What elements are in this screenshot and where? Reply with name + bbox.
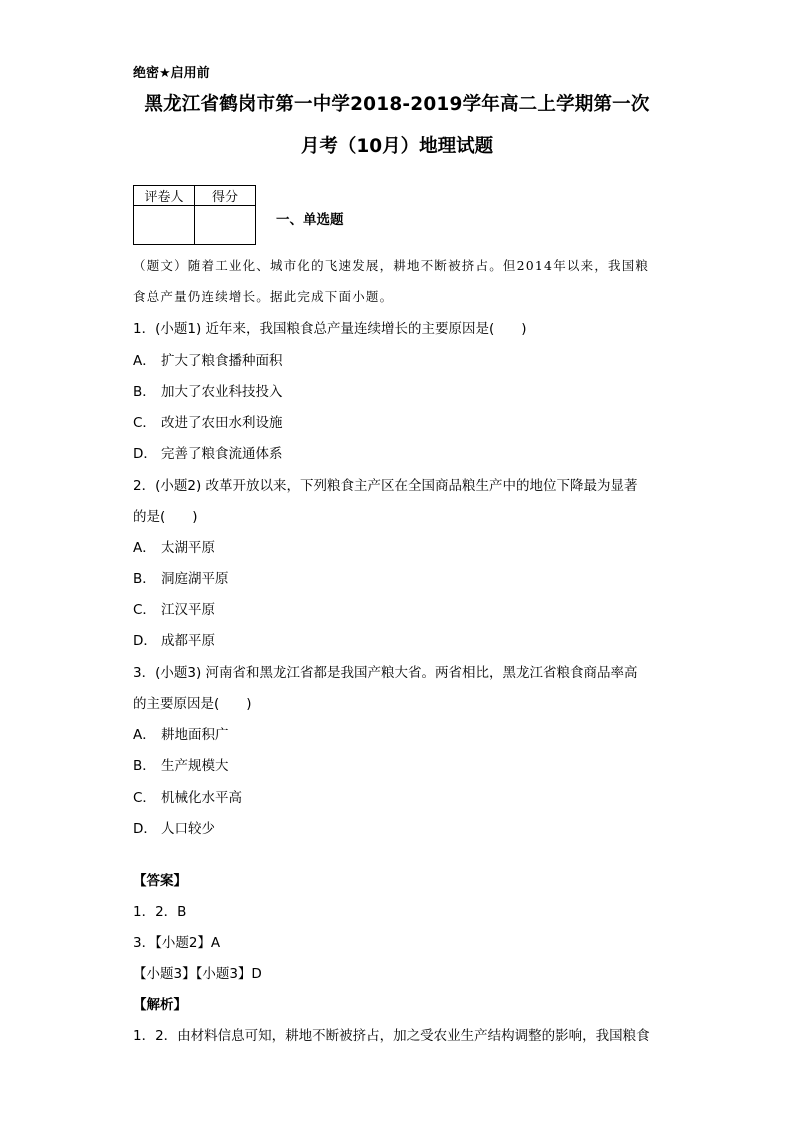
option-text: 人口较少: [161, 821, 215, 837]
option-text: 太湖平原: [161, 540, 215, 556]
question-2-option-c: [133, 598, 215, 618]
question-3-option-b: [133, 754, 229, 774]
option-letter: B．: [133, 384, 156, 400]
question-2-option-a: [133, 536, 215, 556]
option-letter: C．: [133, 790, 156, 806]
question-3-option-d: [133, 817, 215, 837]
option-letter: A．: [133, 353, 156, 369]
answer-line2: 3．【小题2】A: [133, 935, 221, 951]
question-2-option-b: [133, 567, 229, 587]
question-3-text-line2: 的主要原因是( ): [133, 696, 252, 712]
question-3-text-line1: 3．(小题3) 河南省和黑龙江省都是我国产粮大省。两省相比，黑龙江省粮食商品率高: [133, 665, 638, 681]
option-letter: A．: [133, 540, 156, 556]
question-1-option-d: [133, 442, 283, 462]
option-letter: B．: [133, 571, 156, 587]
answer-heading: 【答案】: [133, 873, 187, 889]
stem-line2: 食总产量仍连续增长。据此完成下面小题。: [133, 289, 394, 304]
option-text: 江汉平原: [161, 602, 215, 618]
option-letter: D．: [133, 446, 157, 462]
section-title: 一、单选题: [276, 212, 344, 228]
question-1-option-b: [133, 380, 283, 400]
secret-label: 绝密★启用前: [133, 66, 210, 81]
answer-line3: 【小题3】【小题3】D: [133, 966, 262, 982]
score-cell: [195, 206, 256, 245]
option-text: 改进了农田水利设施: [161, 415, 283, 431]
question-2-text-line1: 2．(小题2) 改革开放以来，下列粮食主产区在全国商品粮生产中的地位下降最为显著: [133, 478, 638, 494]
option-text: 完善了粮食流通体系: [161, 446, 283, 462]
grader-header: 评卷人: [134, 186, 195, 206]
option-letter: B．: [133, 758, 156, 774]
answer-line1: 1．2．B: [133, 904, 187, 920]
question-1-text: 1．(小题1) 近年来，我国粮食总产量连续增长的主要原因是( ): [133, 321, 527, 337]
option-text: 机械化水平高: [161, 790, 242, 806]
option-text: 成都平原: [161, 633, 215, 649]
option-letter: D．: [133, 821, 157, 837]
page-title-line1: 黑龙江省鹤岗市第一中学2018-2019学年高二上学期第一次: [144, 94, 650, 115]
option-text: 耕地面积广: [161, 727, 229, 743]
grader-cell: [134, 206, 195, 245]
analysis-heading: 【解析】: [133, 997, 187, 1013]
score-header: 得分: [195, 186, 256, 206]
option-letter: A．: [133, 727, 156, 743]
option-text: 洞庭湖平原: [161, 571, 229, 587]
stem-line1: （题文）随着工业化、城市化的飞速发展，耕地不断被挤占。但2014年以来，我国粮: [133, 258, 650, 273]
question-3-option-a: [133, 723, 229, 743]
option-text: 扩大了粮食播种面积: [161, 353, 283, 369]
page-title-line2: 月考（10月）地理试题: [300, 136, 494, 157]
question-1-option-c: [133, 411, 283, 431]
score-table: [133, 185, 256, 245]
question-1-option-a: [133, 349, 283, 369]
option-text: 生产规模大: [161, 758, 229, 774]
option-letter: D．: [133, 633, 157, 649]
analysis-line1: 1．2．由材料信息可知，耕地不断被挤占，加之受农业生产结构调整的影响，我国粮食: [133, 1028, 650, 1044]
option-letter: C．: [133, 602, 156, 618]
question-2-text-line2: 的是( ): [133, 509, 198, 525]
question-2-option-d: [133, 629, 215, 649]
question-3-option-c: [133, 786, 242, 806]
option-text: 加大了农业科技投入: [161, 384, 283, 400]
option-letter: C．: [133, 415, 156, 431]
